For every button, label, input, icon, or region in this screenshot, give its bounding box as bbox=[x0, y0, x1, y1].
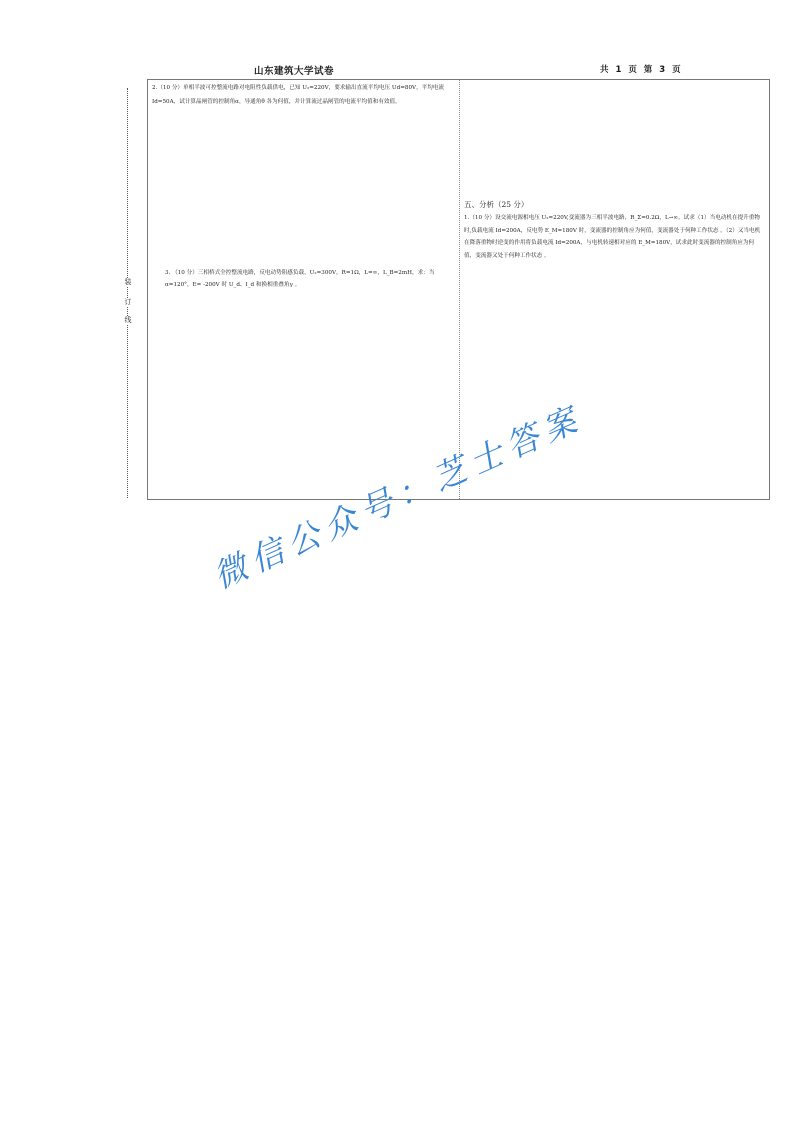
binding-label-xian: 线 bbox=[122, 316, 134, 325]
page-header bbox=[148, 63, 770, 77]
watermark: 微信公众号：芝士答案 bbox=[207, 397, 589, 597]
exam-title: 山东建筑大学试卷 bbox=[254, 66, 335, 77]
binding-label-zhuang: 装 bbox=[122, 278, 134, 287]
exam-sheet bbox=[147, 79, 770, 500]
question-3: 3. （10 分）三相桥式全控整流电路，反电动势阻感负载，U₂=300V，R=1Ω，L=∞，L_B=2mH，求：当 α=120°，E= -200V 时 U_d、I_d 和换相重叠角γ 。 bbox=[165, 270, 435, 288]
binding-label-ding: 订 bbox=[122, 298, 134, 307]
analysis-question-1: 1.（10 分）设交流电源相电压 U₂=220V,变流器为三相半波电路，R_Σ=0.2Ω，L→∞。试求（1）当电动机在提升重物时,负载电流 Id=200A，反电势 E_M=180V 时，变流器的控制角应为何值，变流器处于何种工作状态 。（2）又当电机在降落重物时逆变的作用将负载电流 Id=200A，与电机转速相对应的 E_M=180V，试求此时变流器的控制角应为何值，变流器又处于何种工作状态 。 bbox=[464, 215, 761, 259]
binding-dotted-line bbox=[127, 88, 128, 498]
column-divider bbox=[459, 80, 460, 499]
section-analysis-title: 五、分析（25 分） bbox=[464, 200, 529, 209]
page-count: 共 1 页 第 3 页 bbox=[600, 65, 682, 75]
question-2: 2.（10 分）单相半波可控整流电路对电阻性负载供电，已知 U₂=220V，要求输出直流平均电压 Ud=80V，平均电流 Id=50A，试计算晶闸管的控制角α，导通角θ 各为何值，并计算流过晶闸管的电流平均值和有效值。 bbox=[152, 85, 445, 105]
binding-line bbox=[125, 88, 131, 498]
